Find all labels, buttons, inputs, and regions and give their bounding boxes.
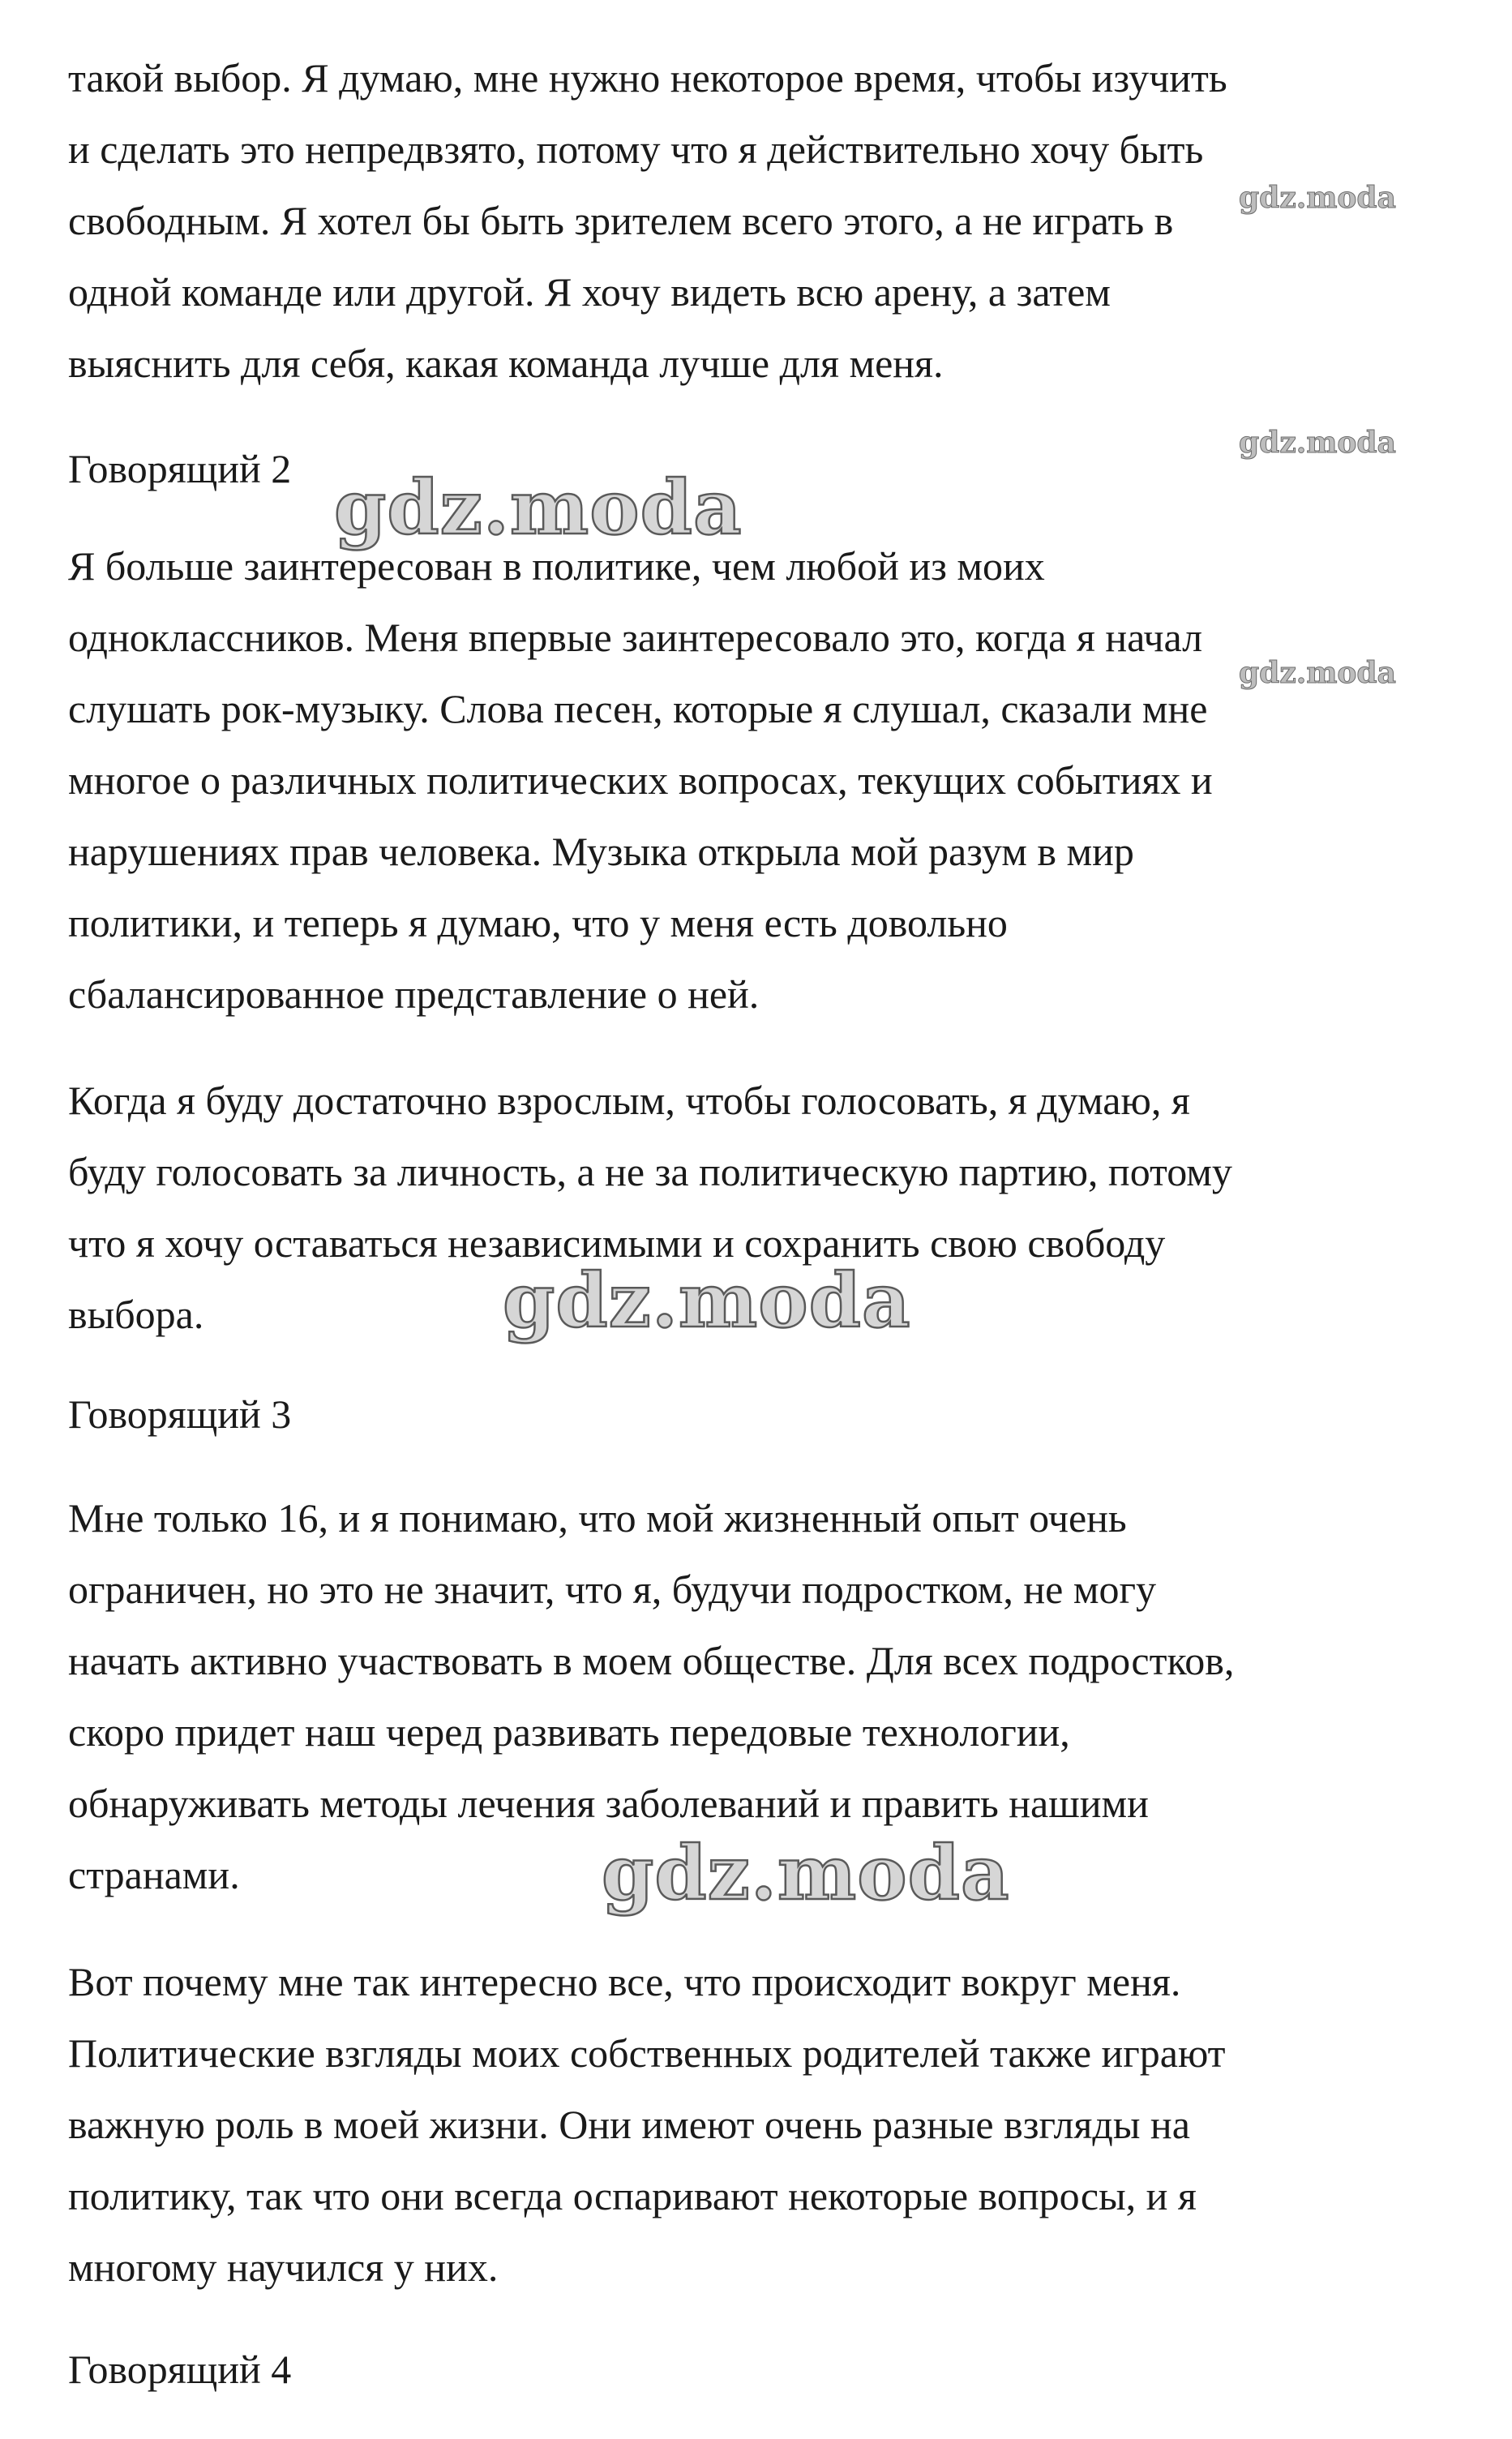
paragraph-line: Вот почему мне так интересно все, что происходит вокруг меня. <box>68 1959 1181 2004</box>
paragraph-line: такой выбор. Я думаю, мне нужно некоторое время, чтобы изучить <box>68 55 1227 101</box>
paragraph-line: ограничен, но это не значит, что я, будучи подростком, не могу <box>68 1567 1157 1612</box>
paragraph-line: политику, так что они всегда оспаривают некоторые вопросы, и я <box>68 2173 1197 2218</box>
speaker-4-heading: Говорящий 4 <box>68 2347 292 2392</box>
watermark-small: gdz.moda <box>1239 426 1396 460</box>
paragraph-line: слушать рок-музыку. Слова песен, которые я слушал, сказали мне <box>68 686 1208 731</box>
watermark-large: gdz.moda <box>503 1257 911 1344</box>
paragraph-line: выбора. <box>68 1292 204 1337</box>
watermark-large: gdz.moda <box>602 1829 1010 1917</box>
paragraph-line: одноклассников. Меня впервые заинтересовало это, когда я начал <box>68 615 1203 660</box>
paragraph-line: нарушениях прав человека. Музыка открыла мой разум в мир <box>68 829 1134 874</box>
paragraph-line: важную роль в моей жизни. Они имеют очень разные взгляды на <box>68 2102 1190 2147</box>
speaker-2-heading: Говорящий 2 <box>68 446 292 491</box>
paragraph-line: выяснить для себя, какая команда лучше для меня. <box>68 341 944 386</box>
paragraph-line: многому научился у них. <box>68 2244 499 2290</box>
paragraph-line: Когда я буду достаточно взрослым, чтобы голосовать, я думаю, я <box>68 1078 1190 1123</box>
paragraph-line: странами. <box>68 1852 240 1897</box>
paragraph-1 <box>68 42 1463 399</box>
speaker-3-heading: Говорящий 3 <box>68 1391 292 1437</box>
paragraph-2 <box>68 530 1463 1030</box>
paragraph-line: политики, и теперь я думаю, что у меня есть довольно <box>68 900 1008 945</box>
watermark-small: gdz.moda <box>1239 181 1396 215</box>
paragraph-line: одной команде или другой. Я хочу видеть всю арену, а затем <box>68 269 1111 315</box>
paragraph-line: свободным. Я хотел бы быть зрителем всего этого, а не играть в <box>68 198 1174 243</box>
paragraph-line: буду голосовать за личность, а не за политическую партию, потому <box>68 1149 1232 1194</box>
paragraph-line: обнаруживать методы лечения заболеваний и править нашими <box>68 1781 1149 1826</box>
paragraph-line: Политические взгляды моих собственных родителей также играют <box>68 2030 1226 2076</box>
paragraph-line: Я больше заинтересован в политике, чем любой из моих <box>68 543 1045 589</box>
watermark-large: gdz.moda <box>334 464 743 551</box>
paragraph-5 <box>68 1946 1463 2303</box>
paragraph-line: сбалансированное представление о ней. <box>68 971 760 1017</box>
watermark-small: gdz.moda <box>1239 656 1396 690</box>
paragraph-line: многое о различных политических вопросах, текущих событиях и <box>68 757 1213 803</box>
paragraph-line: что я хочу оставаться независимыми и сохранить свою свободу <box>68 1220 1166 1266</box>
paragraph-line: начать активно участвовать в моем обществе. Для всех подростков, <box>68 1638 1235 1683</box>
paragraph-line: Мне только 16, и я понимаю, что мой жизненный опыт очень <box>68 1495 1127 1541</box>
paragraph-line: и сделать это непредвзято, потому что я действительно хочу быть <box>68 126 1204 172</box>
paragraph-line: скоро придет наш черед развивать передовые технологии, <box>68 1709 1070 1755</box>
